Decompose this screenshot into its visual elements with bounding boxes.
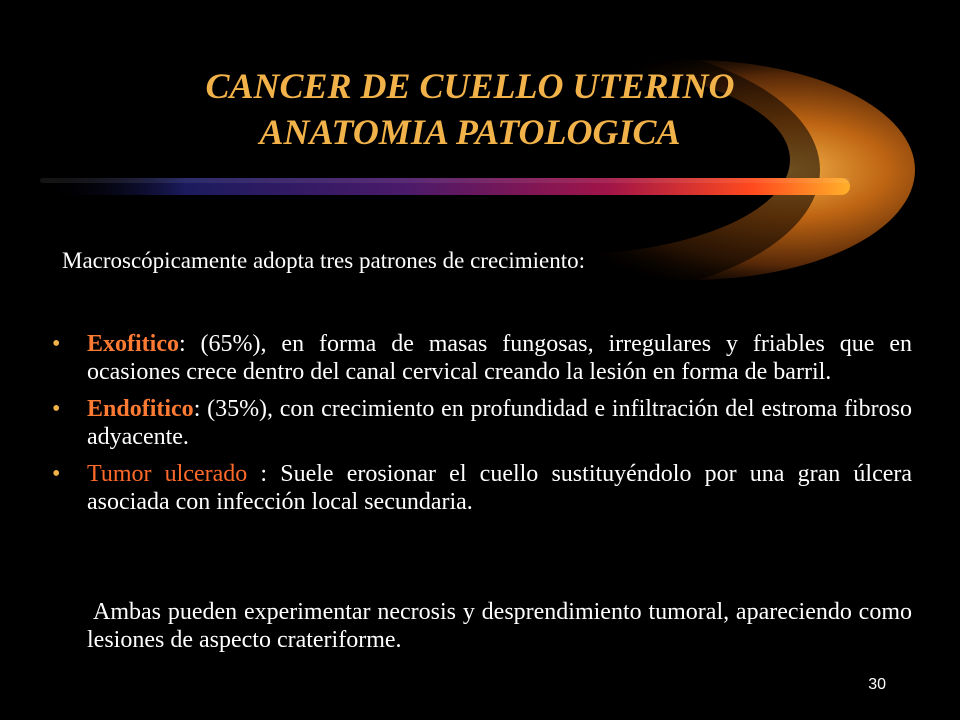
bullet-description: : Suele erosionar el cuello sustituyéndolo por una gran úlcera asociada con infección local secundaria. (87, 461, 913, 515)
bullet-icon: • (52, 461, 61, 487)
intro-text: Macroscópicamente adopta tres patrones de crecimiento: (62, 248, 586, 273)
bullet-description: : (65%), en forma de masas fungosas, irregulares y friables que en ocasiones crece dentro del canal cervical creando la lesión en forma de barril. (87, 331, 912, 385)
bullet-icon: • (52, 396, 61, 422)
bullet-text (87, 330, 912, 386)
bullet-keyword: Exofitico (87, 331, 179, 357)
bullet-item (50, 330, 912, 386)
bullet-text (87, 395, 912, 451)
bullet-description: : (35%), con crecimiento en profundidad e infiltración del estroma fibroso adyacente. (87, 396, 912, 450)
page-number: 30 (868, 676, 886, 693)
bullet-item (50, 395, 912, 451)
slide-title-line2: ANATOMIA PATOLOGICA (259, 112, 681, 152)
bullet-keyword: Endofitico (87, 396, 194, 422)
bullet-icon: • (52, 331, 61, 357)
bullet-list (50, 330, 912, 525)
bullet-item (50, 460, 912, 516)
bullet-keyword: Tumor ulcerado (87, 461, 248, 487)
bullet-text (87, 460, 912, 516)
slide-title-line1: CANCER DE CUELLO UTERINO (205, 66, 735, 106)
closing-paragraph: Ambas pueden experimentar necrosis y desprendimiento tumoral, apareciendo como lesiones de aspecto crateriforme. (87, 599, 912, 653)
